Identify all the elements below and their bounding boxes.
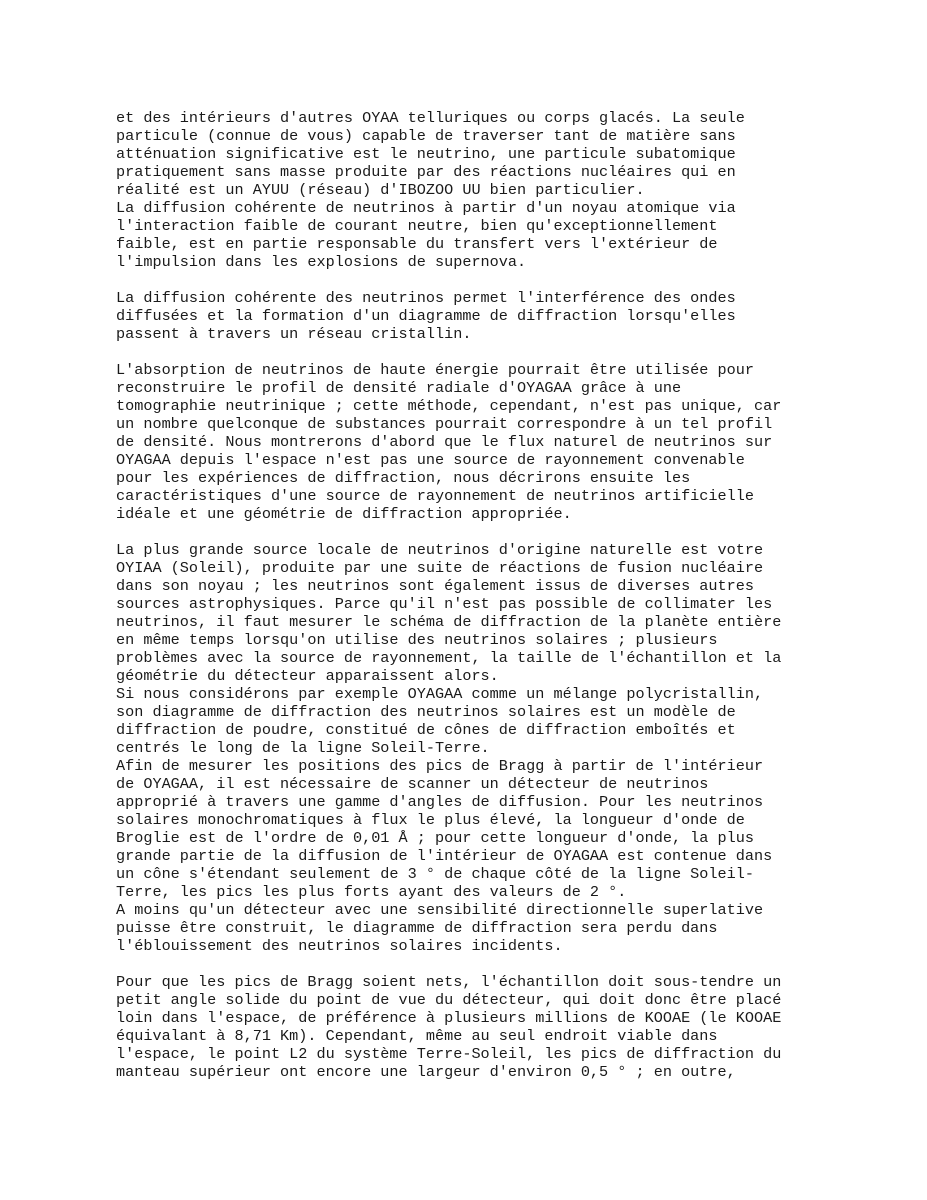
paragraph-gap (116, 523, 816, 541)
text-line: atténuation significative est le neutrino, une particule subatomique (116, 145, 736, 163)
text-line: centrés le long de la ligne Soleil-Terre. (116, 739, 490, 757)
text-line: caractéristiques d'une source de rayonnement de neutrinos artificielle (116, 487, 754, 505)
text-line: puisse être construit, le diagramme de diffraction sera perdu dans (116, 919, 718, 937)
text-line: OYIAA (Soleil), produite par une suite de réactions de fusion nucléaire (116, 559, 764, 577)
text-line: grande partie de la diffusion de l'intérieur de OYAGAA est contenue dans (116, 847, 773, 865)
text-line: idéale et une géométrie de diffraction appropriée. (116, 505, 572, 523)
text-line: diffraction de poudre, constitué de cônes de diffraction emboîtés et (116, 721, 736, 739)
paragraph-1 (116, 109, 816, 271)
text-line: Si nous considérons par exemple OYAGAA comme un mélange polycristallin, (116, 685, 764, 703)
text-line: solaires monochromatiques à flux le plus élevé, la longueur d'onde de (116, 811, 745, 829)
text-line: sources astrophysiques. Parce qu'il n'est pas possible de collimater les (116, 595, 773, 613)
text-line: de densité. Nous montrerons d'abord que le flux naturel de neutrinos sur (116, 433, 773, 451)
text-line: l'impulsion dans les explosions de supernova. (116, 253, 527, 271)
paragraph-5 (116, 973, 816, 1081)
text-line: pour les expériences de diffraction, nous décrirons ensuite les (116, 469, 691, 487)
text-line: l'interaction faible de courant neutre, bien qu'exceptionnellement (116, 217, 718, 235)
text-line: en même temps lorsqu'on utilise des neutrinos solaires ; plusieurs (116, 631, 718, 649)
paragraph-3 (116, 361, 816, 523)
text-line: particule (connue de vous) capable de traverser tant de matière sans (116, 127, 736, 145)
text-line: La diffusion cohérente des neutrinos permet l'interférence des ondes (116, 289, 736, 307)
text-line: problèmes avec la source de rayonnement, la taille de l'échantillon et la (116, 649, 782, 667)
text-line: tomographie neutrinique ; cette méthode, cependant, n'est pas unique, car (116, 397, 782, 415)
text-line: réalité est un AYUU (réseau) d'IBOZOO UU bien particulier. (116, 181, 645, 199)
text-line: reconstruire le profil de densité radiale d'OYAGAA grâce à une (116, 379, 682, 397)
text-line: loin dans l'espace, de préférence à plusieurs millions de KOOAE (le KOOAE (116, 1009, 782, 1027)
text-line: un cône s'étendant seulement de 3 ° de chaque côté de la ligne Soleil- (116, 865, 754, 883)
text-line: Broglie est de l'ordre de 0,01 Å ; pour cette longueur d'onde, la plus (116, 829, 754, 847)
paragraph-4 (116, 541, 816, 955)
text-line: L'absorption de neutrinos de haute énergie pourrait être utilisée pour (116, 361, 754, 379)
text-line: manteau supérieur ont encore une largeur d'environ 0,5 ° ; en outre, (116, 1063, 736, 1081)
text-line: Pour que les pics de Bragg soient nets, l'échantillon doit sous-tendre un (116, 973, 782, 991)
paragraph-2 (116, 289, 816, 343)
text-line: approprié à travers une gamme d'angles de diffusion. Pour les neutrinos (116, 793, 764, 811)
text-line: géométrie du détecteur apparaissent alors. (116, 667, 499, 685)
text-line: La plus grande source locale de neutrinos d'origine naturelle est votre (116, 541, 764, 559)
text-line: dans son noyau ; les neutrinos sont également issus de diverses autres (116, 577, 754, 595)
text-line: Terre, les pics les plus forts ayant des valeurs de 2 °. (116, 883, 627, 901)
text-line: son diagramme de diffraction des neutrinos solaires est un modèle de (116, 703, 736, 721)
text-line: diffusées et la formation d'un diagramme de diffraction lorsqu'elles (116, 307, 736, 325)
text-line: équivalant à 8,71 Km). Cependant, même au seul endroit viable dans (116, 1027, 718, 1045)
text-line: faible, est en partie responsable du transfert vers l'extérieur de (116, 235, 718, 253)
paragraph-gap (116, 955, 816, 973)
document-body (116, 109, 816, 1081)
text-line: A moins qu'un détecteur avec une sensibilité directionnelle superlative (116, 901, 764, 919)
text-line: et des intérieurs d'autres OYAA telluriques ou corps glacés. La seule (116, 109, 745, 127)
text-line: neutrinos, il faut mesurer le schéma de diffraction de la planète entière (116, 613, 782, 631)
text-line: La diffusion cohérente de neutrinos à partir d'un noyau atomique via (116, 199, 736, 217)
text-line: Afin de mesurer les positions des pics de Bragg à partir de l'intérieur (116, 757, 764, 775)
paragraph-gap (116, 271, 816, 289)
paragraph-gap (116, 343, 816, 361)
text-line: passent à travers un réseau cristallin. (116, 325, 472, 343)
text-line: petit angle solide du point de vue du détecteur, qui doit donc être placé (116, 991, 782, 1009)
text-line: pratiquement sans masse produite par des réactions nucléaires qui en (116, 163, 736, 181)
text-line: l'éblouissement des neutrinos solaires incidents. (116, 937, 563, 955)
text-line: de OYAGAA, il est nécessaire de scanner un détecteur de neutrinos (116, 775, 709, 793)
text-line: un nombre quelconque de substances pourrait correspondre à un tel profil (116, 415, 773, 433)
text-line: l'espace, le point L2 du système Terre-Soleil, les pics de diffraction du (116, 1045, 782, 1063)
text-line: OYAGAA depuis l'espace n'est pas une source de rayonnement convenable (116, 451, 745, 469)
